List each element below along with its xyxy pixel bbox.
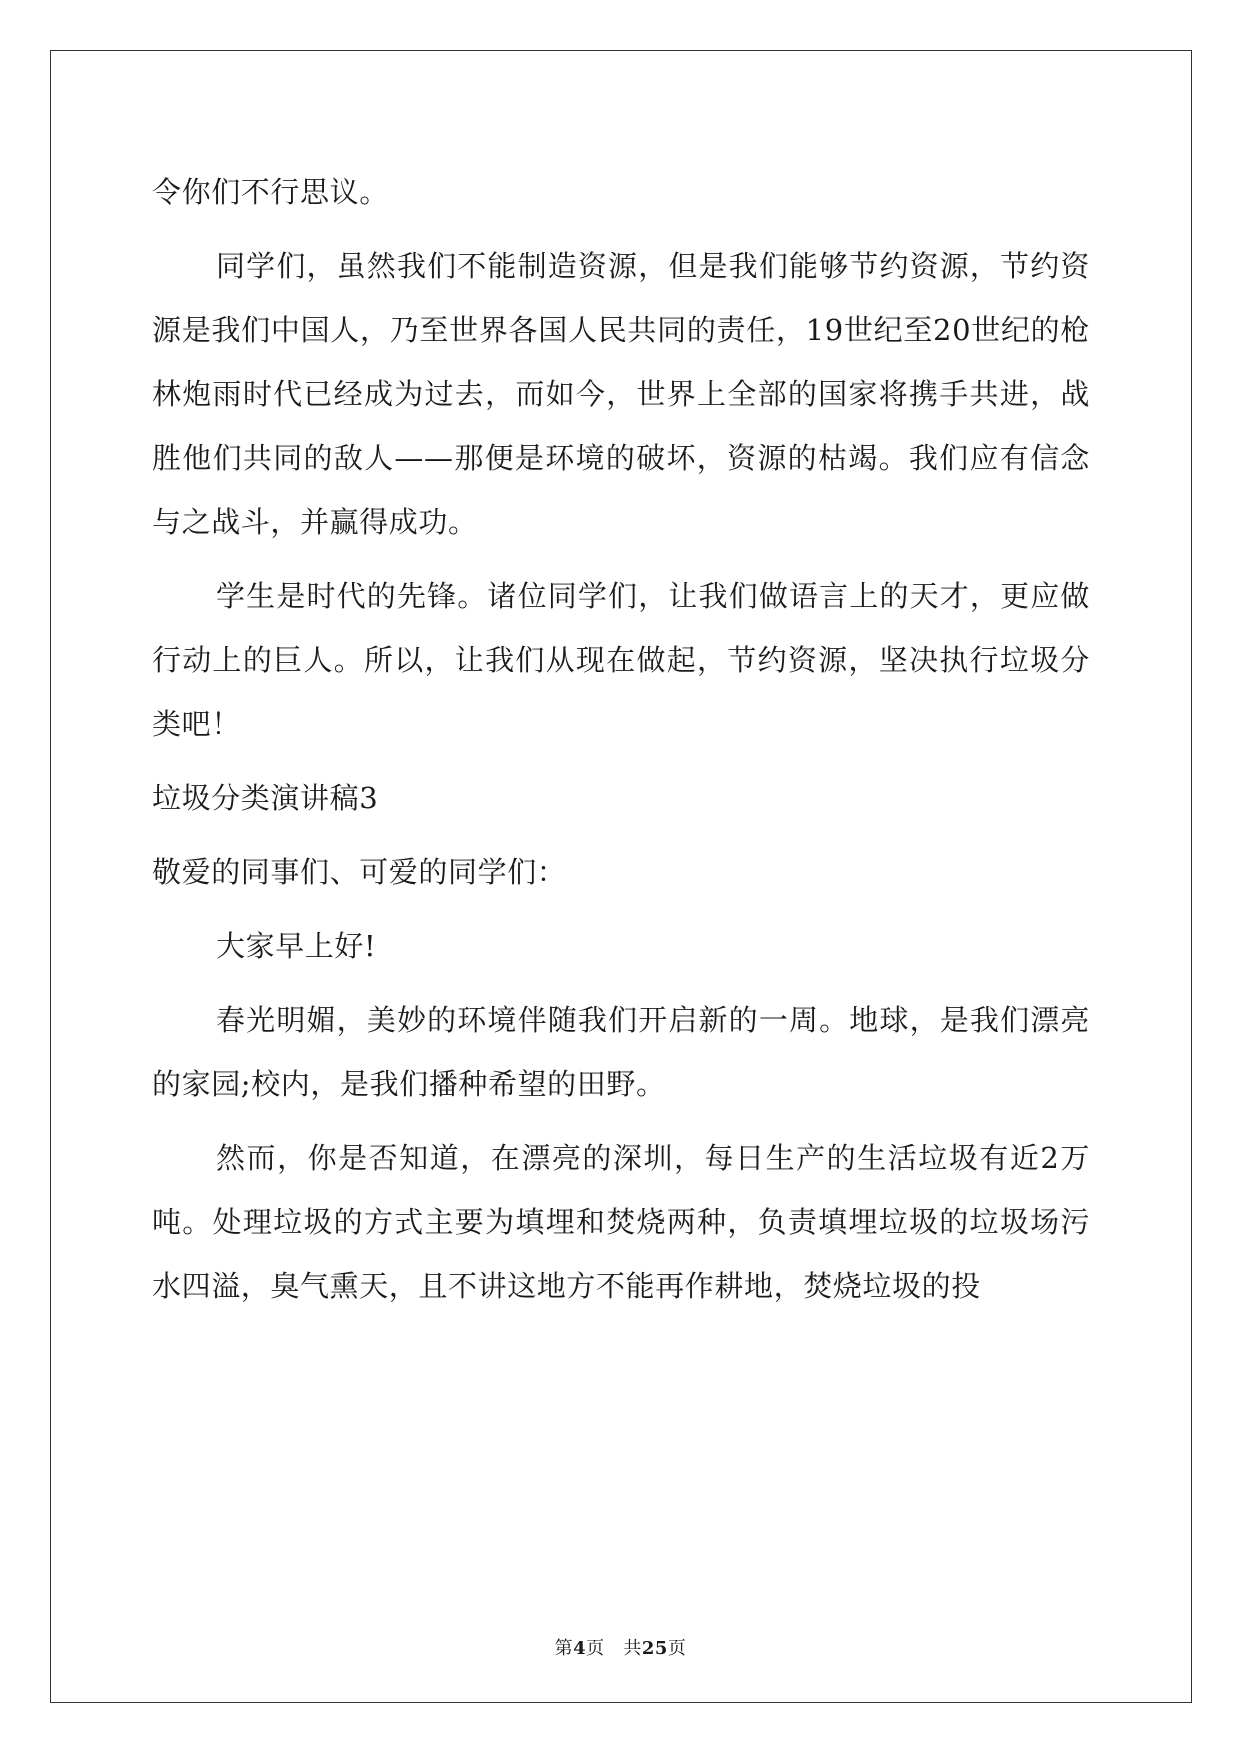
paragraph-7: 春光明媚，美妙的环境伴随我们开启新的一周。地球，是我们漂亮的家园;校内，是我们播种希望的田野。: [152, 1003, 1090, 1101]
total-suffix: 页: [667, 1638, 687, 1659]
page-prefix: 第: [554, 1638, 574, 1659]
page-number: 4: [573, 1638, 587, 1659]
paragraph-2: 同学们，虽然我们不能制造资源，但是我们能够节约资源，节约资源是我们中国人，乃至世界各国人民共同的责任，19世纪至20世纪的枪林炮雨时代已经成为过去，而如今，世界上全部的国家将携手共进，战胜他们共同的敌人——那便是环境的破坏，资源的枯竭。我们应有信念与之战斗，并赢得成功。: [152, 249, 1090, 539]
document-body: [152, 160, 1090, 1328]
paragraph-3: 学生是时代的先锋。诸位同学们，让我们做语言上的天才，更应做行动上的巨人。所以，让我们从现在做起，节约资源，坚决执行垃圾分类吧！: [152, 579, 1090, 741]
paragraph-8: 然而，你是否知道，在漂亮的深圳，每日生产的生活垃圾有近2万吨。处理垃圾的方式主要为填埋和焚烧两种，负责填埋垃圾的垃圾场污水四溢，臭气熏天，且不讲这地方不能再作耕地，焚烧垃圾的投: [152, 1141, 1090, 1303]
page-suffix: 页: [586, 1638, 605, 1659]
greeting: 大家早上好!: [216, 929, 377, 963]
total-prefix: 共: [623, 1638, 642, 1659]
salutation: 敬爱的同事们、可爱的同学们：: [152, 855, 567, 889]
paragraph-1: 令你们不行思议。: [152, 175, 389, 209]
page-footer: [0, 1634, 1241, 1660]
total-pages: 25: [641, 1638, 668, 1659]
section-title: 垃圾分类演讲稿3: [152, 781, 379, 815]
